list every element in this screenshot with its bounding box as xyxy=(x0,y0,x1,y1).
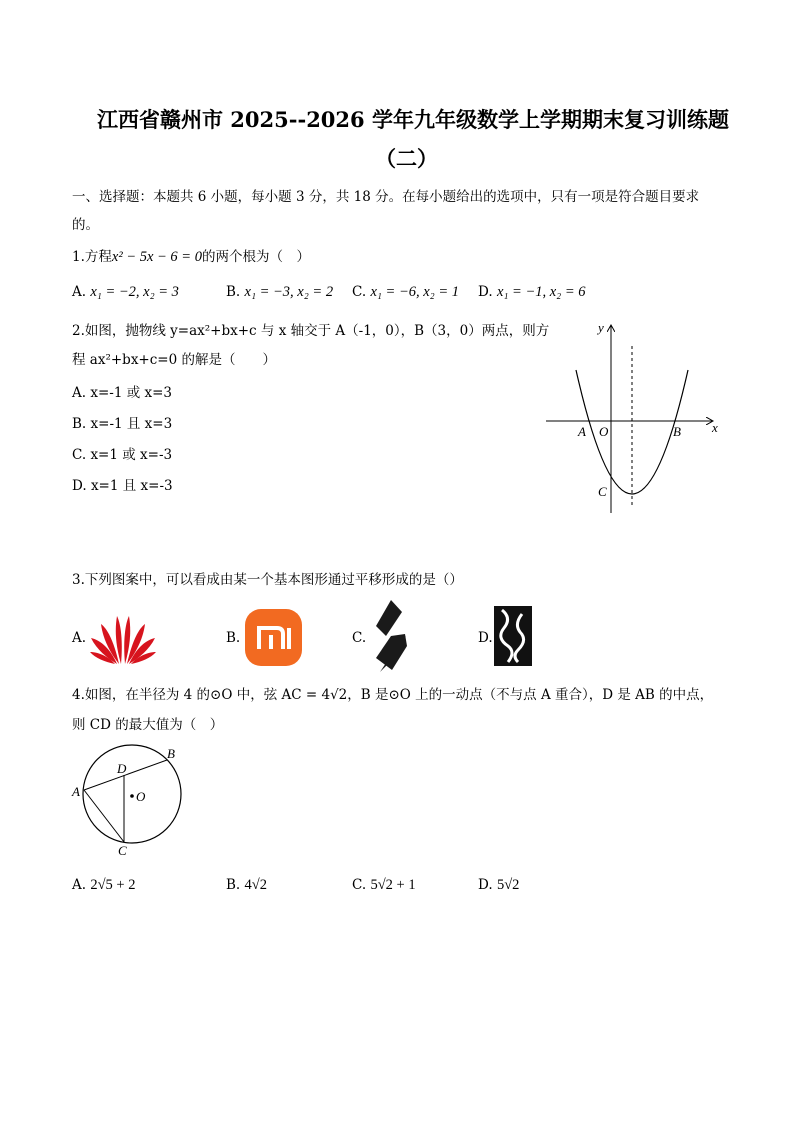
option-label: C. xyxy=(352,284,367,300)
option-text: x=-1 且 x=3 xyxy=(90,416,173,432)
question-1-equation: x² − 5x − 6 = 0 xyxy=(111,249,202,265)
point-a-label: A xyxy=(72,784,80,799)
question-3-option-b-label[interactable]: B. xyxy=(226,630,241,646)
point-c-label: C xyxy=(118,843,127,858)
question-4-stem-line1: 4.如图，在半径为 4 的⊙O 中，弦 AC = 4√2，B 是⊙O 上的一动点（不与点 A 重合），D 是 AB 的中点， xyxy=(72,687,714,703)
page-subtitle: （二） xyxy=(375,146,438,171)
center-o-label: O xyxy=(136,789,146,804)
option-text: x₁ = −6, x₂ = 1 xyxy=(370,284,459,300)
question-4-option-c[interactable] xyxy=(352,877,416,894)
option-label: D. xyxy=(478,877,493,893)
option-label: B. xyxy=(72,416,87,432)
point-c-label: C xyxy=(598,484,607,499)
option-text: x₁ = −3, x₂ = 2 xyxy=(244,284,334,300)
point-b-label: B xyxy=(167,746,175,761)
option-label: C. xyxy=(72,447,87,463)
option-label: A. xyxy=(72,877,87,893)
option-text: x₁ = −2, x₂ = 3 xyxy=(90,284,179,300)
option-label: A. xyxy=(72,284,87,300)
question-3-option-c-label[interactable]: C. xyxy=(352,630,367,646)
question-2-option-b[interactable] xyxy=(72,414,172,434)
parallelograms-logo xyxy=(372,600,410,672)
option-label: D. xyxy=(478,284,493,300)
question-2-stem-line1: 2.如图，抛物线 y=ax²+bx+c 与 x 轴交于 A（-1，0），B（3，0）两点，则方 xyxy=(72,323,550,339)
option-label: B. xyxy=(226,284,241,300)
point-d-label: D xyxy=(117,761,127,776)
origin-label: O xyxy=(599,424,609,439)
page-title: 江西省赣州市 2025--2026 学年九年级数学上学期期末复习训练题 xyxy=(97,107,729,132)
center-point xyxy=(130,794,134,798)
option-label: C. xyxy=(352,877,367,893)
question-2-option-a[interactable] xyxy=(72,383,172,403)
question-1-option-c[interactable] xyxy=(352,284,459,301)
question-2-option-d[interactable] xyxy=(72,476,173,496)
question-4-option-d[interactable] xyxy=(478,877,519,894)
question-2-option-c[interactable] xyxy=(72,445,172,465)
option-label: B. xyxy=(226,877,241,893)
question-1-option-a[interactable] xyxy=(72,284,179,301)
option-label: D. xyxy=(72,478,87,494)
question-1-option-d[interactable] xyxy=(478,284,586,301)
question-3-stem: 3.下列图案中，可以看成由某一个基本图形通过平移形成的是（） xyxy=(72,572,463,588)
xiaomi-mi-glyph xyxy=(257,625,291,651)
option-text: x=1 或 x=-3 xyxy=(90,447,173,463)
question-4-stem-line2: 则 CD 的最大值为（ ） xyxy=(72,717,224,733)
question-1-suffix: 的两个根为（ ） xyxy=(201,249,310,265)
question-1-stem xyxy=(72,247,310,267)
option-label: A. xyxy=(72,385,87,401)
circle-figure xyxy=(70,742,190,860)
question-1-prefix: 1.方程 xyxy=(72,249,112,265)
question-1-option-b[interactable] xyxy=(226,284,333,301)
option-text: 4√2 xyxy=(244,877,267,893)
x-axis-label: x xyxy=(712,420,718,435)
point-b-label: B xyxy=(673,424,681,439)
question-3-option-d-label[interactable]: D. xyxy=(478,630,493,646)
option-text: 5√2 xyxy=(496,877,520,893)
question-3-option-a-label[interactable]: A. xyxy=(72,630,87,646)
question-4-option-a[interactable] xyxy=(72,877,135,894)
point-a-label: A xyxy=(578,424,586,439)
question-4-option-b[interactable] xyxy=(226,877,267,894)
squiggle-logo xyxy=(494,606,532,666)
y-axis-label: y xyxy=(598,320,604,335)
question-2-stem-line2: 程 ax²+bx+c=0 的解是（ ） xyxy=(72,352,276,368)
option-text: 2√5 + 2 xyxy=(90,877,136,893)
option-text: 5√2 + 1 xyxy=(370,877,416,893)
parabola-figure xyxy=(540,318,730,518)
huawei-logo xyxy=(90,612,156,666)
section-header-line2: 的。 xyxy=(72,217,99,233)
xiaomi-logo xyxy=(245,609,302,666)
option-text: x₁ = −1, x₂ = 6 xyxy=(496,284,586,300)
option-text: x=1 且 x=-3 xyxy=(90,478,173,494)
section-header-line1: 一、选择题：本题共 6 小题，每小题 3 分，共 18 分。在每小题给出的选项中，只有一项是符合题目要求 xyxy=(72,189,700,205)
option-text: x=-1 或 x=3 xyxy=(90,385,173,401)
